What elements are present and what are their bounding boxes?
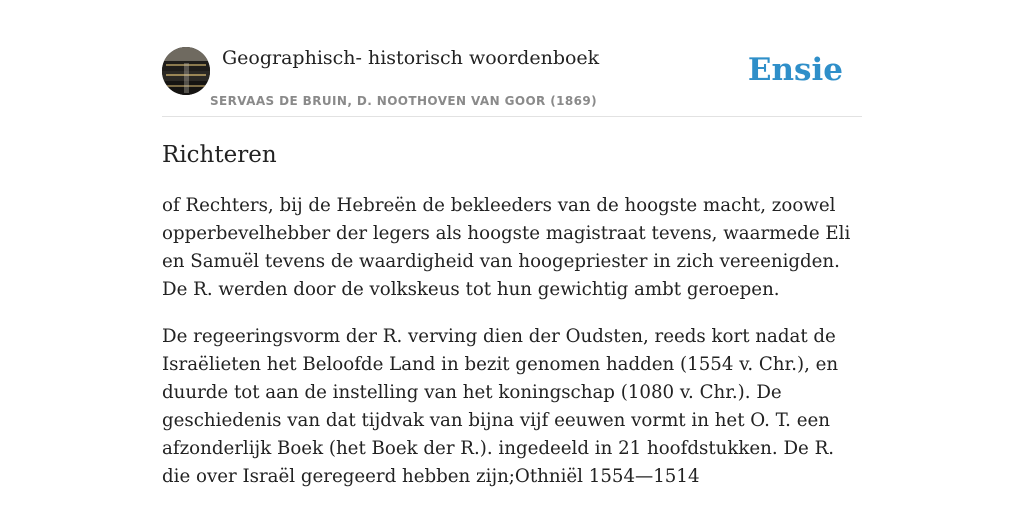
book-title[interactable]: Geographisch- historisch woordenboek bbox=[222, 47, 600, 69]
book-cover-avatar[interactable] bbox=[162, 47, 210, 95]
entry-paragraph: De regeeringsvorm der R. verving dien der Oudsten, reeds kort nadat de Israëlieten het Beloofde Land in bezit genomen hadden (1554 v. Chr.), en duurde tot aan de instelling van het koningschap (1080 v. Chr.). De geschiedenis van dat tijdvak van bijna vijf eeuwen vormt in het O. T. een afzonderlijk Boek (het Boek der R.). ingedeeld in 21 hoofdstukken. De R. die over Israël geregeerd hebben zijn;Othniël 1554—1514 bbox=[162, 326, 839, 487]
ensie-logo-link[interactable]: Ensie bbox=[747, 52, 843, 88]
header bbox=[162, 40, 862, 117]
book-author: SERVAAS DE BRUIN, D. NOOTHOVEN VAN GOOR (1869) bbox=[210, 94, 598, 108]
entry-paragraph: of Rechters, bij de Hebreën de bekleeders van de hoogste macht, zoowel opperbevelhebber der legers als hoogste magistraat tevens, waarmede Eli en Samuël tevens de waardigheid van hoogepriester in zich vereenigden. De R. werden door de volkskeus tot hun gewichtig ambt geroepen. bbox=[162, 195, 851, 300]
entry-body bbox=[162, 192, 866, 510]
book-spines-icon bbox=[162, 47, 210, 95]
entry-title: Richteren bbox=[162, 142, 277, 168]
